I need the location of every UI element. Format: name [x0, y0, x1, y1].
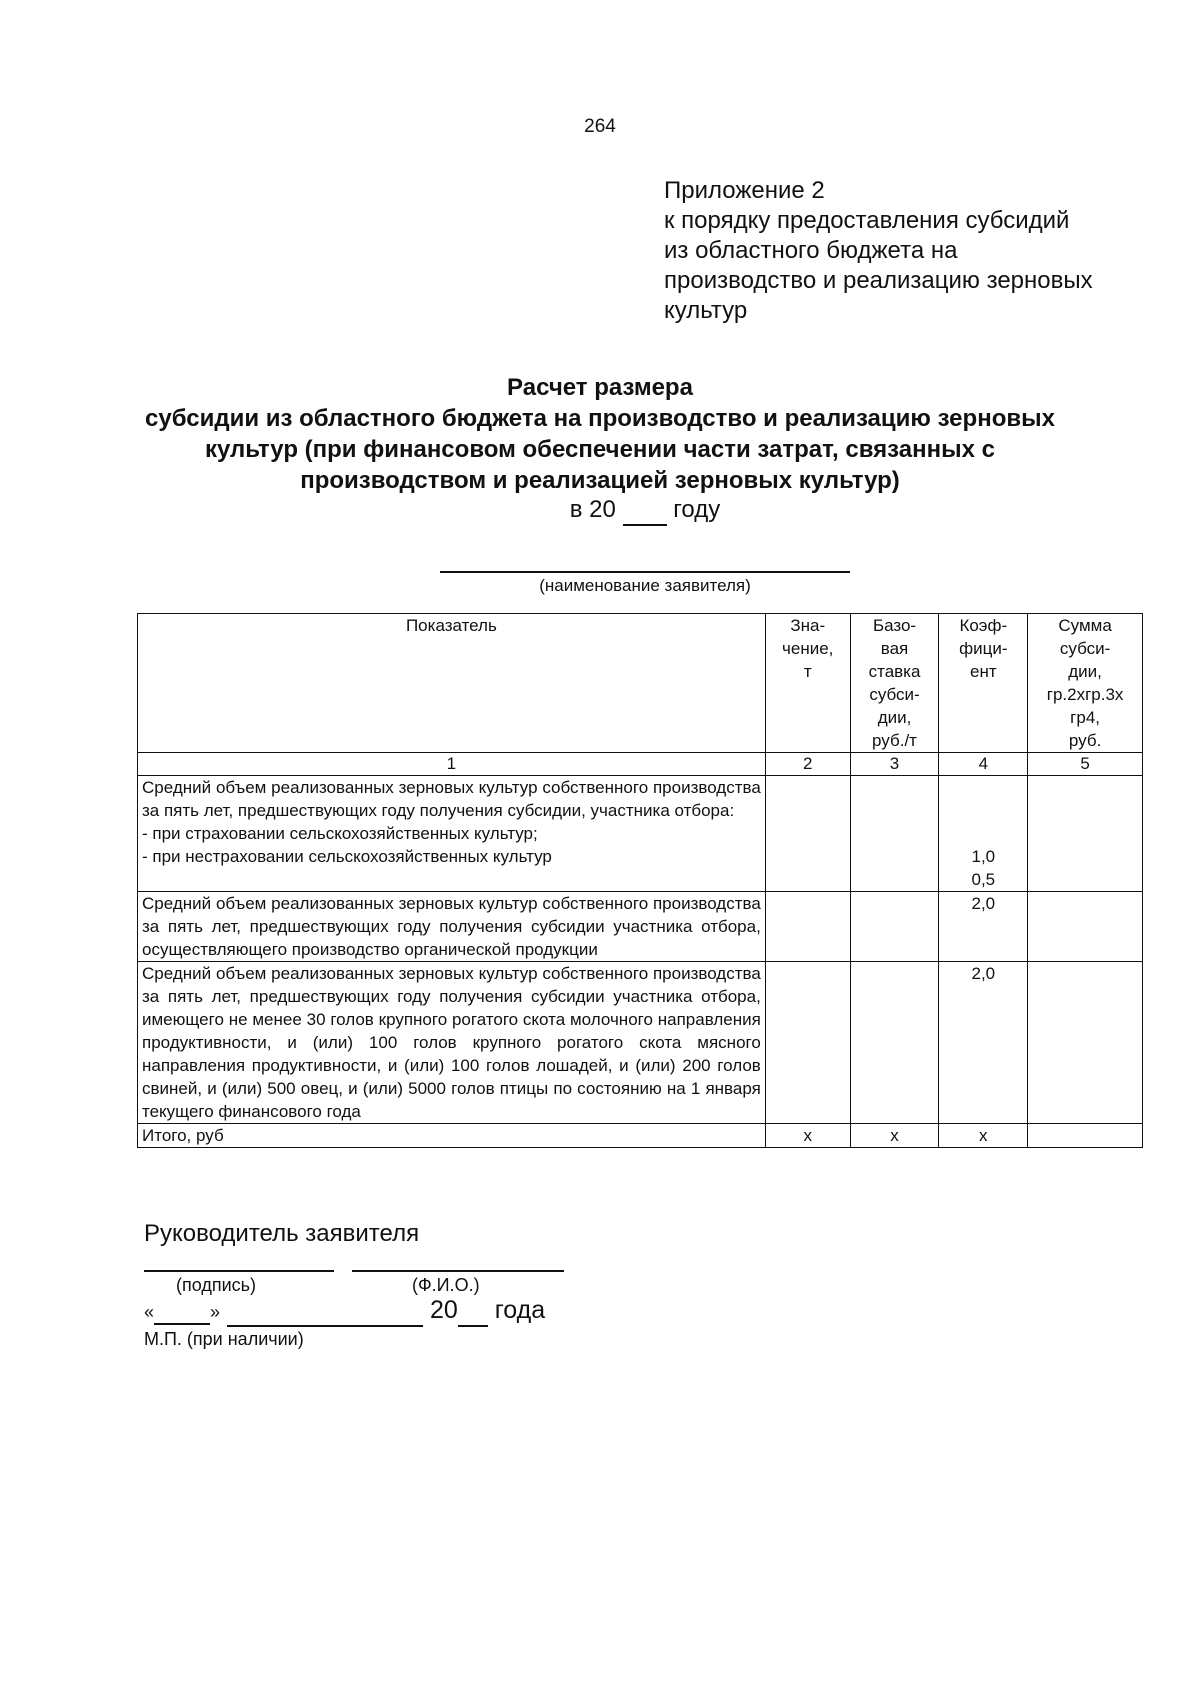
signature-heading: Руководитель заявителя	[144, 1220, 420, 1247]
date-year: 20	[429, 1296, 458, 1324]
year-prefix: в 20	[569, 496, 616, 523]
table-row	[138, 892, 1143, 962]
coefficient-cell: 2,0	[939, 962, 1028, 1124]
title-line: субсидии из областного бюджета на производство и реализацию зерновых	[145, 405, 1055, 432]
signature-line[interactable]	[144, 1270, 334, 1272]
column-number: 3	[850, 753, 939, 776]
date-open-quote: «	[144, 1302, 155, 1322]
coefficient-value: 1,0	[971, 847, 996, 866]
indicator-cell	[138, 776, 766, 892]
full-name-caption: (Ф.И.О.)	[412, 1275, 480, 1295]
full-name-line[interactable]	[352, 1270, 564, 1272]
base-rate-cell[interactable]	[850, 892, 939, 962]
applicant-caption: (наименование заявителя)	[539, 576, 751, 595]
total-coefficient-cell: х	[939, 1124, 1028, 1148]
indicator-text: Средний объем реализованных зерновых культур собственного производства за пять лет, предшествующих году получения субсидии, участника отбора:	[142, 778, 761, 820]
table-row	[138, 962, 1143, 1124]
date-row	[144, 1296, 545, 1327]
sum-cell[interactable]	[1028, 776, 1143, 892]
indicator-subitem: - при нестраховании сельскохозяйственных культур	[142, 847, 552, 866]
applicant-name-line[interactable]	[440, 571, 850, 573]
page-number: 264	[584, 116, 616, 137]
title-line: культур (при финансовом обеспечении части затрат, связанных с	[205, 436, 995, 463]
month-blank[interactable]	[227, 1296, 423, 1327]
column-number: 1	[138, 753, 766, 776]
subsidy-calculation-table	[137, 613, 1143, 1148]
signature-caption: (подпись)	[176, 1275, 257, 1295]
total-label: Итого, руб	[138, 1124, 766, 1148]
column-number: 5	[1028, 753, 1143, 776]
value-cell[interactable]	[765, 776, 850, 892]
year-suffix: году	[673, 496, 721, 523]
column-number-row	[138, 753, 1143, 776]
column-number: 4	[939, 753, 1028, 776]
indicator-cell: Средний объем реализованных зерновых культур собственного производства за пять лет, предшествующих году получения субсидии участника отбора, осуществляющего производство органической продукции	[138, 892, 766, 962]
year-blank-footer[interactable]	[458, 1296, 488, 1327]
table-row	[138, 776, 1143, 892]
year-blank[interactable]	[623, 496, 667, 526]
indicator-subitem: - при страховании сельскохозяйственных культур;	[142, 824, 538, 843]
value-cell[interactable]	[765, 892, 850, 962]
document-title	[100, 372, 1100, 496]
appendix-line: культур	[664, 297, 748, 324]
total-sum-cell[interactable]	[1028, 1124, 1143, 1148]
total-base-rate-cell: х	[850, 1124, 939, 1148]
header-base-rate: Базо- вая ставка субси- дии, руб./т	[850, 614, 939, 753]
column-number: 2	[765, 753, 850, 776]
title-line: Расчет размера	[507, 374, 693, 401]
day-blank[interactable]	[154, 1302, 210, 1325]
header-value: Зна- чение, т	[765, 614, 850, 753]
coefficient-cell	[939, 776, 1028, 892]
header-sum: Сумма субси- дии, гр.2хгр.3х гр4, руб.	[1028, 614, 1143, 753]
appendix-header	[664, 176, 1093, 326]
sum-cell[interactable]	[1028, 962, 1143, 1124]
date-close-quote: »	[210, 1302, 221, 1322]
title-line: производством и реализацией зерновых культур)	[300, 467, 900, 494]
base-rate-cell[interactable]	[850, 962, 939, 1124]
appendix-line: производство и реализацию зерновых	[664, 267, 1093, 294]
coefficient-value: 0,5	[971, 870, 996, 889]
date-suffix: года	[494, 1296, 546, 1324]
table-header-row	[138, 614, 1143, 753]
appendix-line: Приложение 2	[664, 177, 825, 204]
sum-cell[interactable]	[1028, 892, 1143, 962]
header-indicator: Показатель	[138, 614, 766, 753]
base-rate-cell[interactable]	[850, 776, 939, 892]
total-value-cell: х	[765, 1124, 850, 1148]
total-row	[138, 1124, 1143, 1148]
coefficient-cell: 2,0	[939, 892, 1028, 962]
stamp-note: М.П. (при наличии)	[144, 1329, 304, 1349]
value-cell[interactable]	[765, 962, 850, 1124]
appendix-line: к порядку предоставления субсидий	[664, 207, 1070, 234]
title-year	[0, 496, 1200, 526]
header-coefficient: Коэф- фици- ент	[939, 614, 1028, 753]
appendix-line: из областного бюджета на	[664, 237, 958, 264]
indicator-cell: Средний объем реализованных зерновых культур собственного производства за пять лет, предшествующих году получения субсидии участника отбора, имеющего не менее 30 голов крупного рогатого скота молочного направления продуктивности, и (или) 100 голов крупного рогатого скота мясного направления продуктивности, и (или) 100 голов лошадей, и (или) 200 голов свиней, и (или) 500 овец, и (или) 5000 голов птицы по состоянию на 1 января текущего финансового года	[138, 962, 766, 1124]
